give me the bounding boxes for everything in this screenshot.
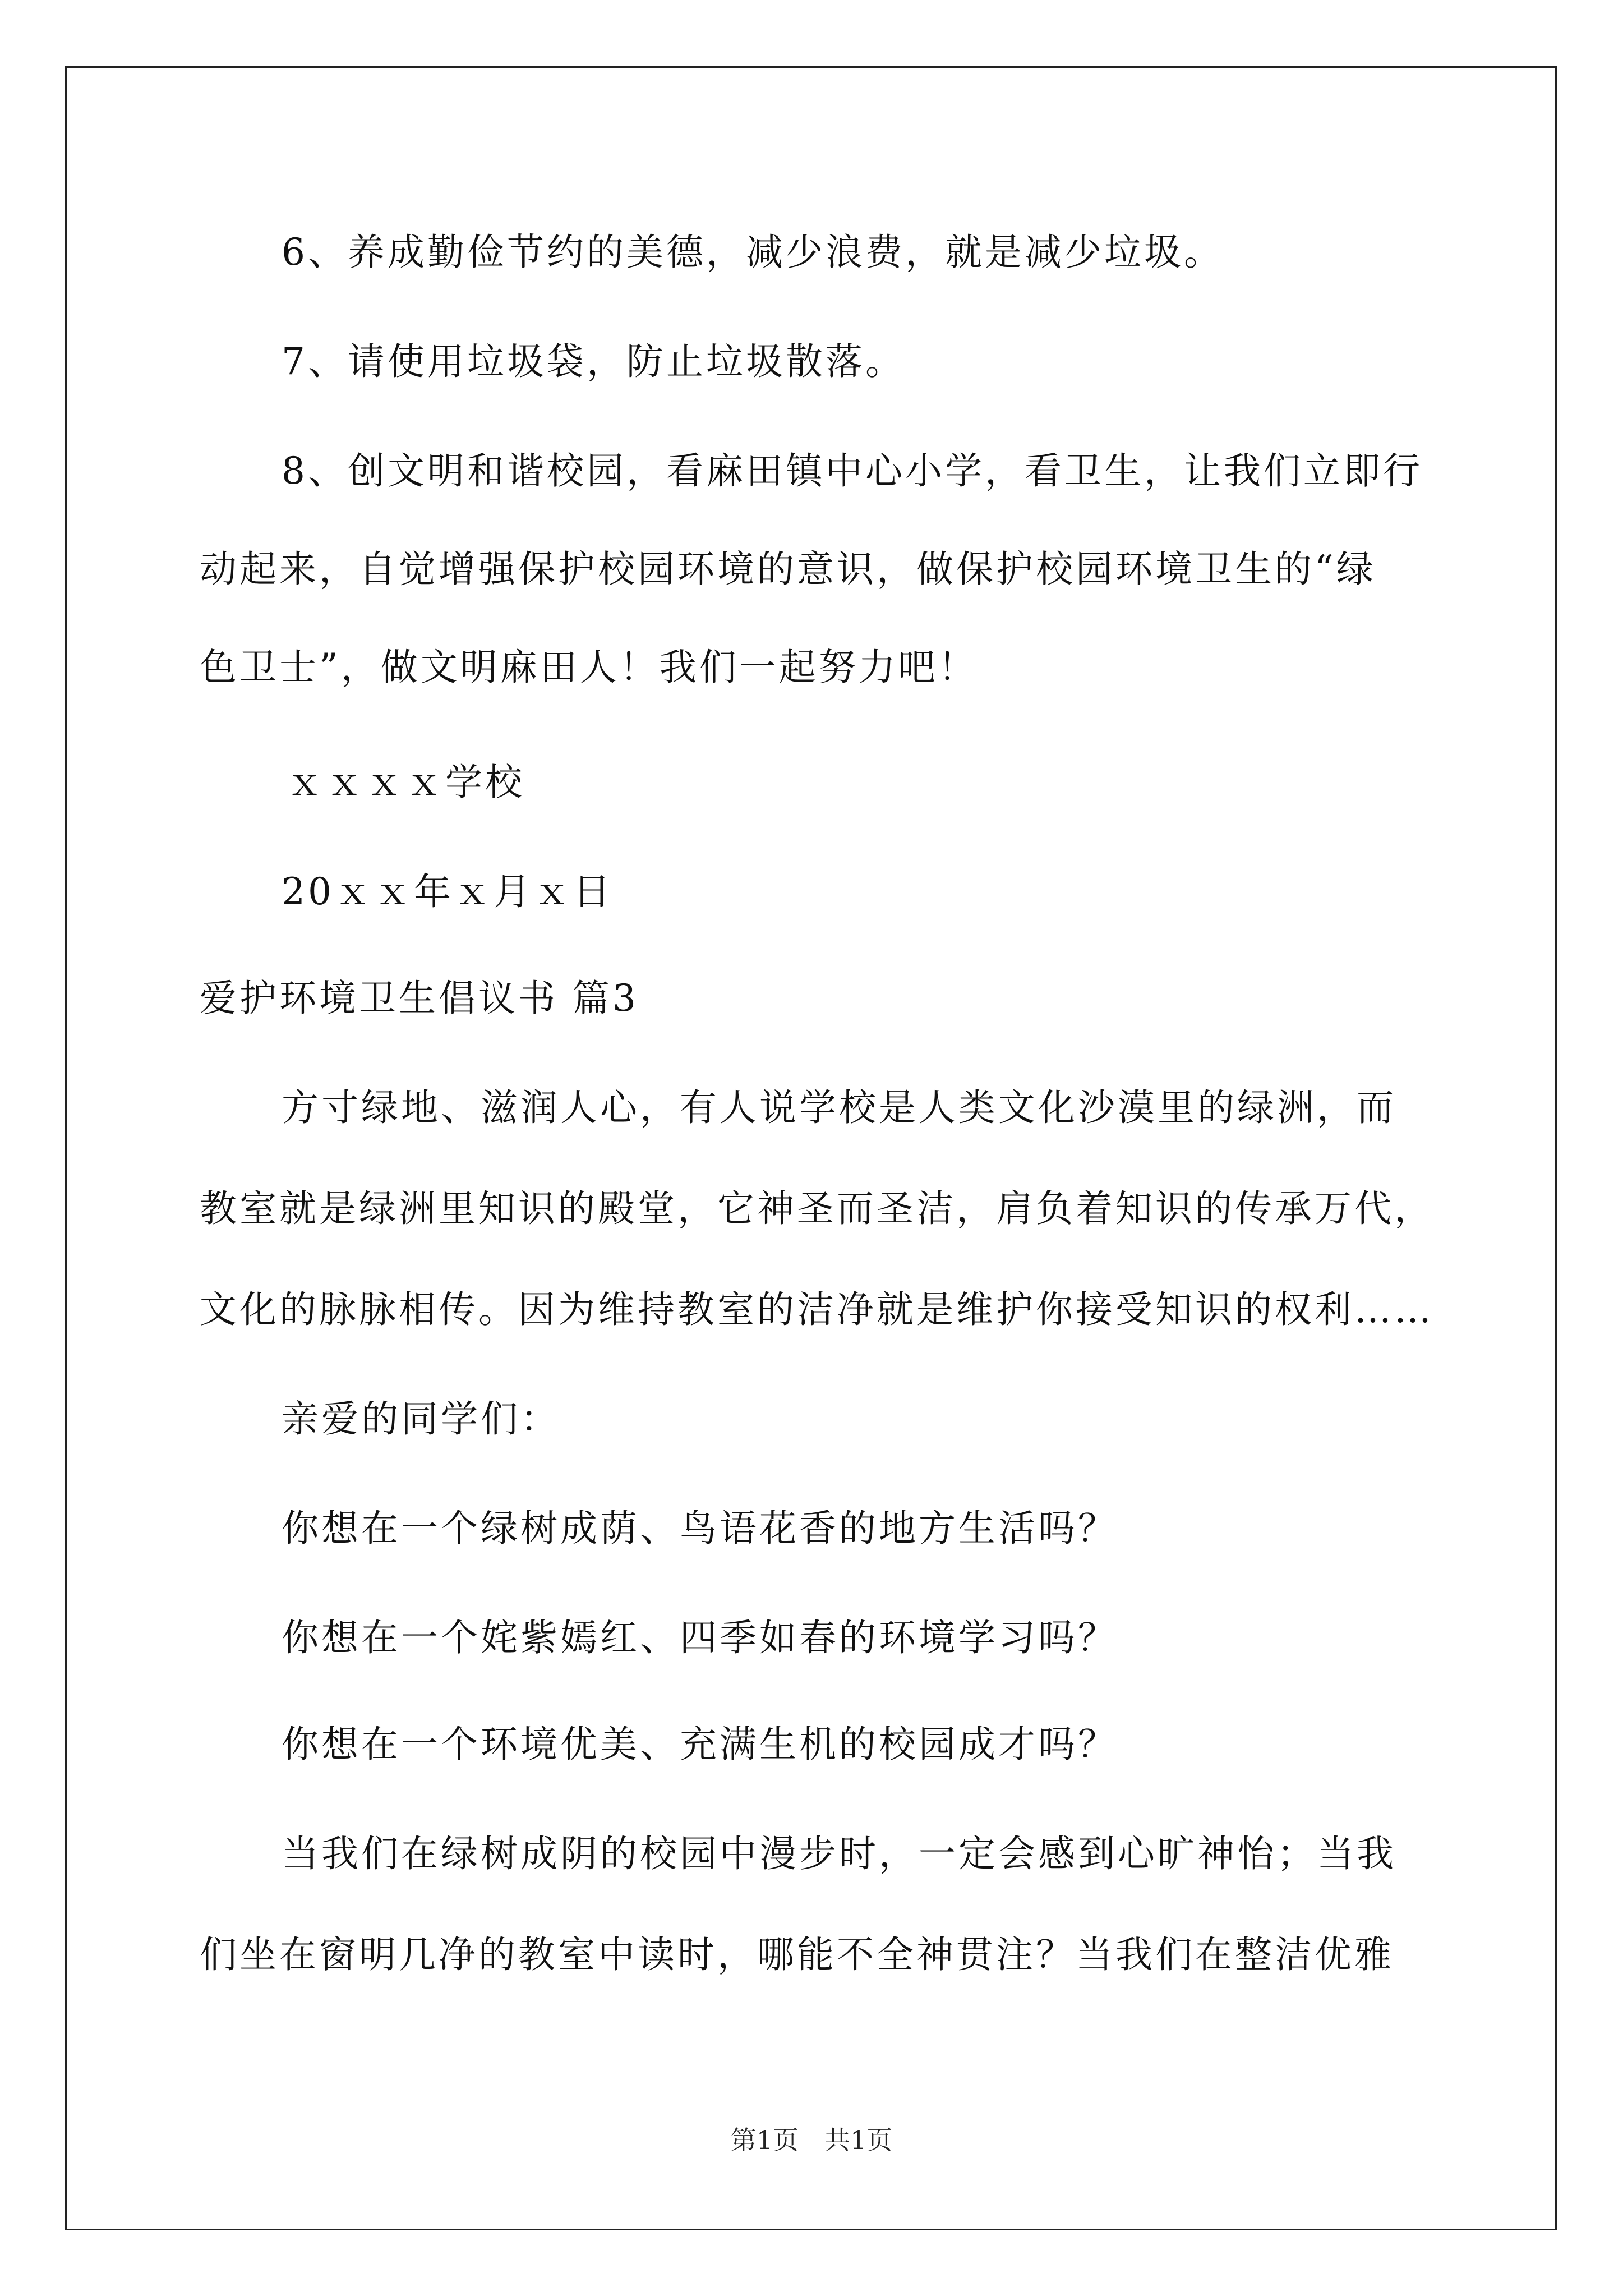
paragraph-line: 方寸绿地、滋润人心，有人说学校是人类文化沙漠里的绿洲，而 bbox=[282, 1086, 1396, 1129]
paragraph-line: 你想在一个姹紫嫣红、四季如春的环境学习吗？ bbox=[282, 1616, 1118, 1659]
paragraph-line: 7、请使用垃圾袋，防止垃圾散落。 bbox=[282, 340, 905, 383]
salutation: 亲爱的同学们： bbox=[282, 1397, 560, 1441]
section-heading: 爱护环境卫生倡议书 篇3 bbox=[200, 977, 639, 1020]
paragraph-line: 6、养成勤俭节约的美德，减少浪费，就是减少垃圾。 bbox=[282, 231, 1224, 274]
page-footer: 第1页 共1页 bbox=[730, 2125, 893, 2155]
paragraph-line: 色卫士”，做文明麻田人！我们一起努力吧！ bbox=[200, 646, 978, 689]
signature-school: ｘｘｘｘ学校 bbox=[286, 761, 525, 804]
paragraph-line: 动起来，自觉增强保护校园环境的意识，做保护校园环境卫生的“绿 bbox=[200, 547, 1376, 591]
paragraph-line: 8、创文明和谐校园，看麻田镇中心小学，看卫生，让我们立即行 bbox=[282, 449, 1423, 493]
page-border bbox=[65, 66, 1557, 2230]
paragraph-line: 你想在一个环境优美、充满生机的校园成才吗？ bbox=[282, 1723, 1118, 1766]
paragraph-line: 教室就是绿洲里知识的殿堂，它神圣而圣洁，肩负着知识的传承万代， bbox=[200, 1187, 1434, 1230]
paragraph-line: 当我们在绿树成阴的校园中漫步时，一定会感到心旷神怡；当我 bbox=[282, 1832, 1396, 1875]
paragraph-line: 你想在一个绿树成荫、鸟语花香的地方生活吗？ bbox=[282, 1507, 1118, 1550]
paragraph-line: 们坐在窗明几净的教室中读时，哪能不全神贯注？当我们在整洁优雅 bbox=[200, 1933, 1394, 1976]
paragraph-line: 文化的脉脉相传。因为维持教室的洁净就是维护你接受知识的权利…… bbox=[200, 1288, 1434, 1331]
signature-date: 20ｘｘ年ｘ月ｘ日 bbox=[282, 870, 613, 913]
